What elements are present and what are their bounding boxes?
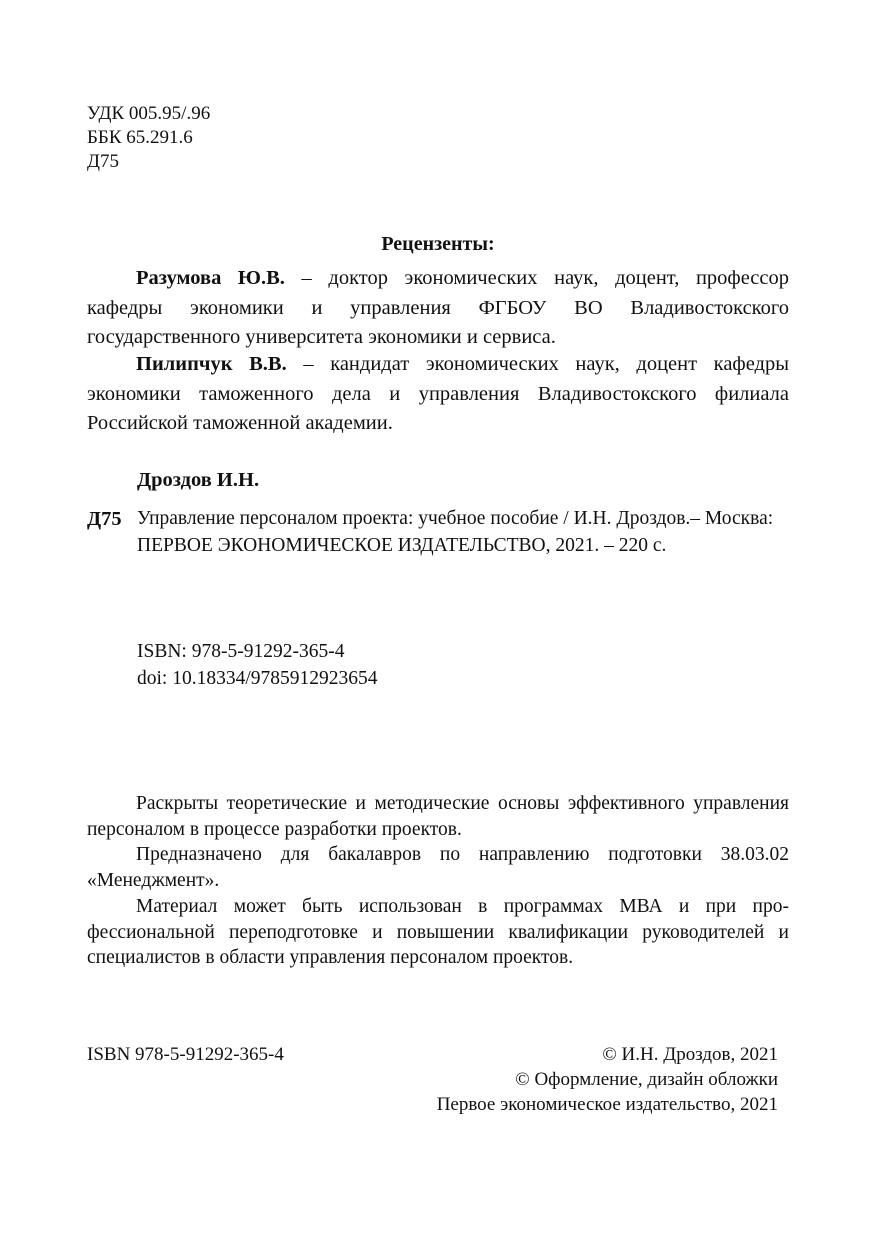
reviewer-2 bbox=[87, 350, 789, 439]
reviewer-1-text: – доктор экономических наук, доцент, профессор кафедры экономики и управления ФГБОУ ВО Владивостокского государственного университета экономики и сервиса. bbox=[87, 267, 790, 348]
udk-code: УДК 005.95/.96 bbox=[87, 103, 211, 124]
reviewer-1 bbox=[87, 264, 789, 353]
footer-isbn: ISBN 978-5-91292-365-4 bbox=[87, 1044, 284, 1065]
publisher-line: Первое экономическое издательство, 2021 bbox=[436, 1094, 778, 1115]
doi-line: doi: 10.18334/9785912923654 bbox=[137, 667, 378, 689]
copyright-design: © Оформление, дизайн обложки bbox=[515, 1069, 778, 1090]
annotation-paragraph-1: Раскрыты теоретические и методические основы эффективного управления персоналом в процессе разработки проектов. bbox=[87, 793, 789, 840]
book-author: Дроздов И.Н. bbox=[137, 469, 260, 491]
classification-block bbox=[87, 102, 210, 174]
bbk-code: ББК 65.291.6 bbox=[87, 127, 193, 148]
identifiers-block bbox=[137, 639, 378, 692]
reviewers-title: Рецензенты: bbox=[381, 233, 495, 255]
bibliographic-code: Д75 bbox=[87, 508, 122, 530]
annotation bbox=[87, 791, 789, 971]
bibliographic-entry: Управление персоналом проекта: учебное пособие / И.Н. Дроздов.– Москва: ПЕРВОЕ ЭКОНОМИЧЕСКОЕ ИЗДАТЕЛЬСТВО, 2021. – 220 с. bbox=[137, 508, 774, 556]
isbn-line: ISBN: 978-5-91292-365-4 bbox=[137, 641, 345, 662]
annotation-paragraph-2: Предназначено для бакалавров по направлению подготовки 38.03.02 «Менеджмент». bbox=[87, 844, 789, 892]
reviewer-1-name: Разумова Ю.В. bbox=[136, 267, 285, 289]
reviewer-2-text: – кандидат экономических наук, доцент кафедры экономики таможенного дела и управления Владивостокского филиала Российской таможенной академии. bbox=[87, 353, 789, 434]
author-mark: Д75 bbox=[87, 151, 119, 172]
copyright-author: © И.Н. Дроздов, 2021 bbox=[602, 1044, 778, 1065]
annotation-paragraph-3: Материал может быть использован в программах МВА и при профессиональной переподготовке и повышении квалификации руководителей и специалистов в области управления персоналом проектов. bbox=[87, 895, 789, 969]
reviewer-2-name: Пилипчук В.В. bbox=[136, 353, 287, 375]
copyright-block bbox=[437, 1042, 778, 1117]
